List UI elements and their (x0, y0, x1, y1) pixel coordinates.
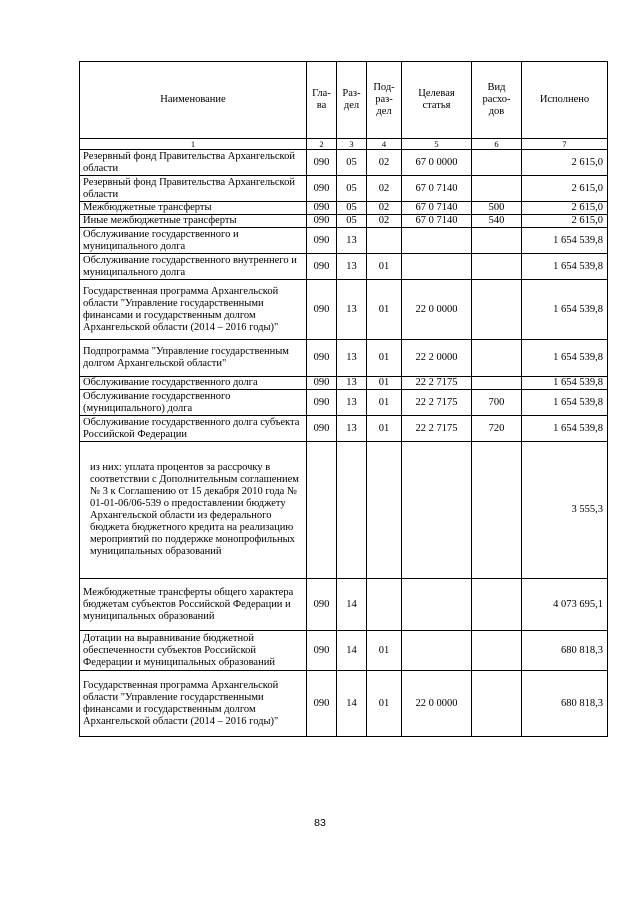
row-vid: 700 (472, 390, 522, 416)
table-row (80, 416, 608, 442)
row-name: Межбюджетные трансферты общего характера бюджетам субъектов Российской Федерации и муниципальных образований (80, 579, 307, 631)
header-name: Наименование (80, 62, 307, 139)
row-name: Резервный фонд Правительства Архангельской области (80, 176, 307, 202)
row-name: Государственная программа Архангельской области "Управление государственными финансами и государственным долгом Архангельской области (2014 – 2016 годы)" (80, 671, 307, 737)
row-podrazdel: 01 (367, 416, 402, 442)
column-number: 2 (307, 139, 337, 150)
table-row (80, 176, 608, 202)
row-vid (472, 579, 522, 631)
row-glava: 090 (307, 150, 337, 176)
row-amount: 1 654 539,8 (522, 416, 608, 442)
row-podrazdel: 01 (367, 671, 402, 737)
header-razdel: Раз- дел (337, 62, 367, 139)
row-statya: 22 2 0000 (402, 340, 472, 377)
row-podrazdel (367, 442, 402, 579)
row-razdel: 13 (337, 377, 367, 390)
row-podrazdel: 01 (367, 340, 402, 377)
row-razdel: 05 (337, 150, 367, 176)
row-glava: 090 (307, 340, 337, 377)
row-amount: 1 654 539,8 (522, 340, 608, 377)
row-razdel: 13 (337, 280, 367, 340)
row-amount: 680 818,3 (522, 671, 608, 737)
row-podrazdel: 01 (367, 390, 402, 416)
row-statya: 67 0 7140 (402, 215, 472, 228)
row-vid: 720 (472, 416, 522, 442)
row-podrazdel: 01 (367, 631, 402, 671)
row-razdel: 14 (337, 671, 367, 737)
row-statya (402, 254, 472, 280)
row-glava: 090 (307, 390, 337, 416)
row-razdel: 13 (337, 254, 367, 280)
table-row (80, 215, 608, 228)
row-statya (402, 579, 472, 631)
row-podrazdel: 01 (367, 280, 402, 340)
row-name: Обслуживание государственного внутреннего и муниципального долга (80, 254, 307, 280)
row-name: Подпрограмма "Управление государственным долгом Архангельской области" (80, 340, 307, 377)
table-row (80, 280, 608, 340)
row-amount: 2 615,0 (522, 202, 608, 215)
page-number: 83 (314, 817, 326, 829)
row-glava: 090 (307, 671, 337, 737)
row-razdel: 13 (337, 340, 367, 377)
row-podrazdel: 01 (367, 254, 402, 280)
row-statya: 67 0 0000 (402, 150, 472, 176)
header-row (80, 62, 608, 139)
header-glava: Гла- ва (307, 62, 337, 139)
row-amount: 1 654 539,8 (522, 254, 608, 280)
table-row (80, 442, 608, 579)
row-vid: 540 (472, 215, 522, 228)
row-vid (472, 176, 522, 202)
row-podrazdel: 02 (367, 176, 402, 202)
row-razdel: 14 (337, 579, 367, 631)
column-number-row (80, 139, 608, 150)
row-vid (472, 442, 522, 579)
row-statya: 67 0 7140 (402, 202, 472, 215)
table-row (80, 671, 608, 737)
header-vid: Вид расхо- дов (472, 62, 522, 139)
header-statya: Целевая статья (402, 62, 472, 139)
column-number: 4 (367, 139, 402, 150)
row-razdel: 13 (337, 228, 367, 254)
row-amount: 3 555,3 (522, 442, 608, 579)
row-razdel: 05 (337, 215, 367, 228)
row-glava: 090 (307, 254, 337, 280)
row-glava (307, 442, 337, 579)
table-row (80, 579, 608, 631)
row-amount: 1 654 539,8 (522, 390, 608, 416)
row-vid: 500 (472, 202, 522, 215)
row-name: Государственная программа Архангельской области "Управление государственными финансами и государственным долгом Архангельской области (2014 – 2016 годы)" (80, 280, 307, 340)
row-name: Резервный фонд Правительства Архангельской области (80, 150, 307, 176)
table-row (80, 150, 608, 176)
row-razdel: 05 (337, 202, 367, 215)
expenditure-table (79, 61, 608, 737)
table-row (80, 228, 608, 254)
row-amount: 1 654 539,8 (522, 377, 608, 390)
row-glava: 090 (307, 416, 337, 442)
row-statya: 22 2 7175 (402, 377, 472, 390)
row-podrazdel (367, 579, 402, 631)
row-podrazdel: 01 (367, 377, 402, 390)
row-amount: 2 615,0 (522, 176, 608, 202)
header-podrazdel: Под- раз- дел (367, 62, 402, 139)
column-number: 5 (402, 139, 472, 150)
table-row (80, 390, 608, 416)
row-statya: 22 0 0000 (402, 671, 472, 737)
row-razdel: 05 (337, 176, 367, 202)
column-number: 6 (472, 139, 522, 150)
row-name: Обслуживание государственного (муниципального) долга (80, 390, 307, 416)
row-name: Обслуживание государственного и муниципального долга (80, 228, 307, 254)
row-podrazdel: 02 (367, 202, 402, 215)
header-ispolneno: Исполнено (522, 62, 608, 139)
table-row (80, 254, 608, 280)
row-glava: 090 (307, 176, 337, 202)
column-number: 3 (337, 139, 367, 150)
row-name: Обслуживание государственного долга (80, 377, 307, 390)
table-row (80, 340, 608, 377)
row-vid (472, 228, 522, 254)
row-statya: 67 0 7140 (402, 176, 472, 202)
row-vid (472, 631, 522, 671)
row-name: Дотации на выравнивание бюджетной обеспеченности субъектов Российской Федерации и муниципальных образований (80, 631, 307, 671)
row-name: из них: уплата процентов за рассрочку в соответствии с Дополнительным соглашением № 3 к Соглашению от 15 декабря 2010 года № 01-01-06/06-539 о предоставлении бюджету Архангельской области из федерального бюджета бюджетного кредита на реализацию мероприятий по поддержке монопрофильных муниципальных образований (80, 442, 307, 579)
table-row (80, 377, 608, 390)
column-number: 1 (80, 139, 307, 150)
row-amount: 1 654 539,8 (522, 228, 608, 254)
row-vid (472, 280, 522, 340)
row-name: Обслуживание государственного долга субъекта Российской Федерации (80, 416, 307, 442)
row-glava: 090 (307, 280, 337, 340)
row-vid (472, 671, 522, 737)
row-statya: 22 2 7175 (402, 390, 472, 416)
row-statya (402, 228, 472, 254)
row-statya (402, 442, 472, 579)
row-razdel: 14 (337, 631, 367, 671)
column-number: 7 (522, 139, 608, 150)
row-vid (472, 254, 522, 280)
table-row (80, 202, 608, 215)
row-glava: 090 (307, 579, 337, 631)
row-podrazdel (367, 228, 402, 254)
row-amount: 2 615,0 (522, 150, 608, 176)
row-statya: 22 2 7175 (402, 416, 472, 442)
row-glava: 090 (307, 631, 337, 671)
row-name: Иные межбюджетные трансферты (80, 215, 307, 228)
row-name: Межбюджетные трансферты (80, 202, 307, 215)
row-statya: 22 0 0000 (402, 280, 472, 340)
row-amount: 1 654 539,8 (522, 280, 608, 340)
row-glava: 090 (307, 377, 337, 390)
row-vid (472, 340, 522, 377)
row-amount: 4 073 695,1 (522, 579, 608, 631)
row-podrazdel: 02 (367, 215, 402, 228)
row-amount: 680 818,3 (522, 631, 608, 671)
row-glava: 090 (307, 202, 337, 215)
row-statya (402, 631, 472, 671)
row-razdel: 13 (337, 416, 367, 442)
row-razdel: 13 (337, 390, 367, 416)
row-podrazdel: 02 (367, 150, 402, 176)
row-vid (472, 377, 522, 390)
row-amount: 2 615,0 (522, 215, 608, 228)
row-razdel (337, 442, 367, 579)
table-row (80, 631, 608, 671)
row-glava: 090 (307, 228, 337, 254)
row-vid (472, 150, 522, 176)
row-glava: 090 (307, 215, 337, 228)
